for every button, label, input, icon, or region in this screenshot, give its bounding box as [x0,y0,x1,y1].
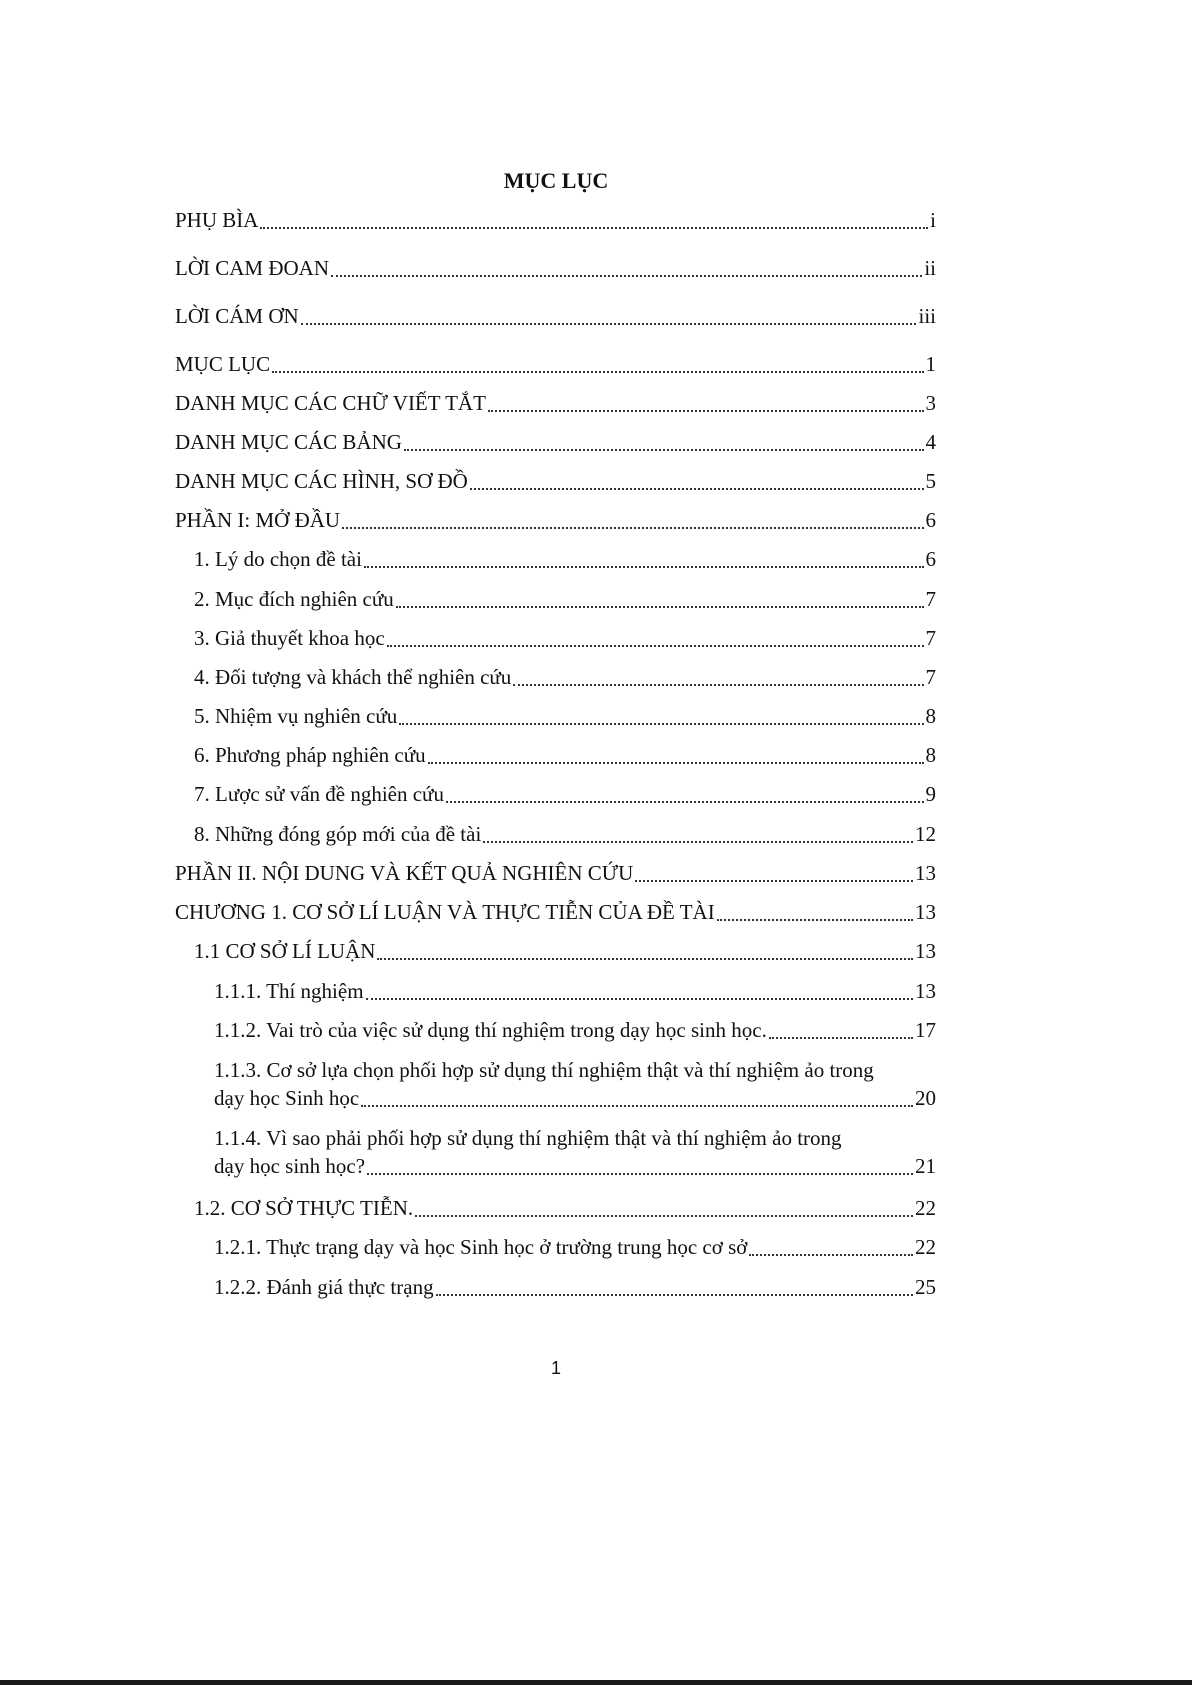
dot-leader [260,226,928,229]
dot-leader [436,1293,913,1296]
toc-entry-label: PHỤ BÌA [175,208,259,232]
toc-entry-label: 1.1.4. Vì sao phải phối hợp sử dụng thí nghiệm thật và thí nghiệm ảo trong [214,1126,842,1150]
dot-leader [366,997,913,1000]
toc-entry-5[interactable] [194,702,936,730]
toc-entry-page: 13 [915,939,936,963]
dot-leader [404,448,924,451]
dot-leader [364,565,924,568]
dot-leader [415,1214,913,1217]
bottom-border [0,1680,1192,1685]
toc-entry-page: 20 [915,1086,936,1110]
dot-leader [361,1104,913,1107]
toc-entry-loi-cam-doan[interactable] [175,254,936,282]
dot-leader [396,605,924,608]
toc-entry-page: 13 [915,979,936,1003]
toc-entry-loi-cam-on[interactable] [175,302,936,330]
toc-entry-label: 7. Lược sử vấn đề nghiên cứu [194,782,444,806]
dot-leader [377,957,913,960]
dot-leader [749,1253,913,1256]
dot-leader [470,487,924,490]
toc-entry-label: DANH MỤC CÁC BẢNG [175,430,402,454]
toc-entry-page: 17 [915,1018,936,1042]
toc-entry-page: 22 [915,1235,936,1259]
toc-entry-phan-1[interactable] [175,506,936,534]
toc-entry-label: 5. Nhiệm vụ nghiên cứu [194,704,398,728]
toc-entry-page: 12 [915,822,936,846]
toc-entry-label: LỜI CAM ĐOAN [175,256,329,280]
toc-entry-8[interactable] [194,820,936,848]
toc-entry-page: 7 [925,626,936,650]
toc-entry-1-1-3[interactable] [214,1056,936,1112]
dot-leader [635,879,913,882]
toc-entry-label: LỜI CÁM ƠN [175,304,299,328]
toc-entry-label: 1.1.2. Vai trò của việc sử dụng thí nghiệm trong dạy học sinh học. [214,1018,767,1042]
toc-title: MỤC LỤC [503,168,609,193]
toc-entry-page: 8 [925,743,936,767]
toc-entry-label-continued: dạy học Sinh học [214,1086,360,1110]
toc-entry-page: 6 [925,547,936,571]
toc-entry-label: CHƯƠNG 1. CƠ SỞ LÍ LUẬN VÀ THỰC TIỄN CỦA ĐỀ TÀI [175,900,715,924]
toc-entry-phan-2[interactable] [175,859,936,887]
toc-entry-2[interactable] [194,585,936,613]
dot-leader [513,683,923,686]
dot-leader [717,918,913,921]
toc-entry-page: 13 [915,900,936,924]
toc-entry-label: 1.2.2. Đánh giá thực trạng [214,1275,434,1299]
toc-entry-label: DANH MỤC CÁC CHỮ VIẾT TẮT [175,391,486,415]
toc-entry-label: 8. Những đóng góp mới của đề tài [194,822,482,846]
dot-leader [488,409,924,412]
toc-entry-4[interactable] [194,663,936,691]
dot-leader [428,761,924,764]
toc-entry-1-1[interactable] [194,937,936,965]
toc-entry-page: 22 [915,1196,936,1220]
toc-entry-1-1-2[interactable] [214,1016,936,1044]
toc-entry-7[interactable] [194,780,936,808]
toc-entry-page: 13 [915,861,936,885]
toc-entry-page: 6 [925,508,936,532]
toc-entry-page: iii [918,304,936,328]
toc-entry-page: i [930,208,936,232]
toc-entry-page: 7 [925,665,936,689]
toc-entry-1-2-2[interactable] [214,1273,936,1301]
toc-entry-label: 4. Đối tượng và khách thể nghiên cứu [194,665,512,689]
toc-entry-label: 1.1 CƠ SỞ LÍ LUẬN [194,939,376,963]
toc-entry-label: 3. Giả thuyết khoa học [194,626,385,650]
toc-entry-phu-bia[interactable] [175,206,936,234]
dot-leader [367,1172,913,1175]
toc-entry-label: 2. Mục đích nghiên cứu [194,587,394,611]
toc-entry-label: 1.1.3. Cơ sở lựa chọn phối hợp sử dụng thí nghiệm thật và thí nghiệm ảo trong [214,1058,874,1082]
toc-entry-1-2-1[interactable] [214,1233,936,1261]
toc-entry-page: 7 [925,587,936,611]
toc-entry-1-1-4[interactable] [214,1124,936,1180]
dot-leader [272,370,923,373]
toc-entry-page: 5 [925,469,936,493]
toc-entry-3[interactable] [194,624,936,652]
toc-entry-label-continued: dạy học sinh học? [214,1154,366,1178]
dot-leader [387,644,924,647]
toc-entry-page: 9 [925,782,936,806]
toc-entry-muc-luc[interactable] [175,350,936,378]
toc-entry-1-2[interactable] [194,1194,936,1222]
toc-entry-1[interactable] [194,545,936,573]
toc-entry-page: 25 [915,1275,936,1299]
toc-entry-1-1-1[interactable] [214,977,936,1005]
page-number: 1 [550,1358,561,1378]
dot-leader [399,722,923,725]
toc-entry-label: 1. Lý do chọn đề tài [194,547,362,571]
dot-leader [446,800,924,803]
toc-entry-page: 8 [925,704,936,728]
toc-entry-label: 6. Phương pháp nghiên cứu [194,743,426,767]
toc-entry-line2 [214,1152,936,1180]
toc-entry-page: 4 [925,430,936,454]
toc-entry-chuong-1[interactable] [175,898,936,926]
toc-entry-line2 [214,1084,936,1112]
toc-entry-label: 1.2.1. Thực trạng dạy và học Sinh học ở trường trung học cơ sở [214,1235,748,1259]
toc-entry-page: 21 [915,1154,936,1178]
toc-entry-6[interactable] [194,741,936,769]
toc-entry-page: 1 [925,352,936,376]
toc-entry-chu-viet-tat[interactable] [175,389,936,417]
dot-leader [331,274,922,277]
toc-entry-danh-muc-hinh[interactable] [175,467,936,495]
toc-entry-label: PHẦN I: MỞ ĐẦU [175,508,341,532]
toc-entry-label: PHẦN II. NỘI DUNG VÀ KẾT QUẢ NGHIÊN CỨU [175,861,634,885]
dot-leader [301,322,917,325]
toc-entry-label: DANH MỤC CÁC HÌNH, SƠ ĐỒ [175,469,468,493]
toc-entry-label: 1.2. CƠ SỞ THỰC TIỄN. [194,1196,414,1220]
toc-entry-page: 3 [925,391,936,415]
toc-entry-label: MỤC LỤC [175,352,271,376]
toc-entry-label: 1.1.1. Thí nghiệm [214,979,364,1003]
toc-entry-danh-muc-bang[interactable] [175,428,936,456]
dot-leader [769,1036,913,1039]
toc-entry-page: ii [924,256,936,280]
dot-leader [342,526,923,529]
dot-leader [483,840,913,843]
